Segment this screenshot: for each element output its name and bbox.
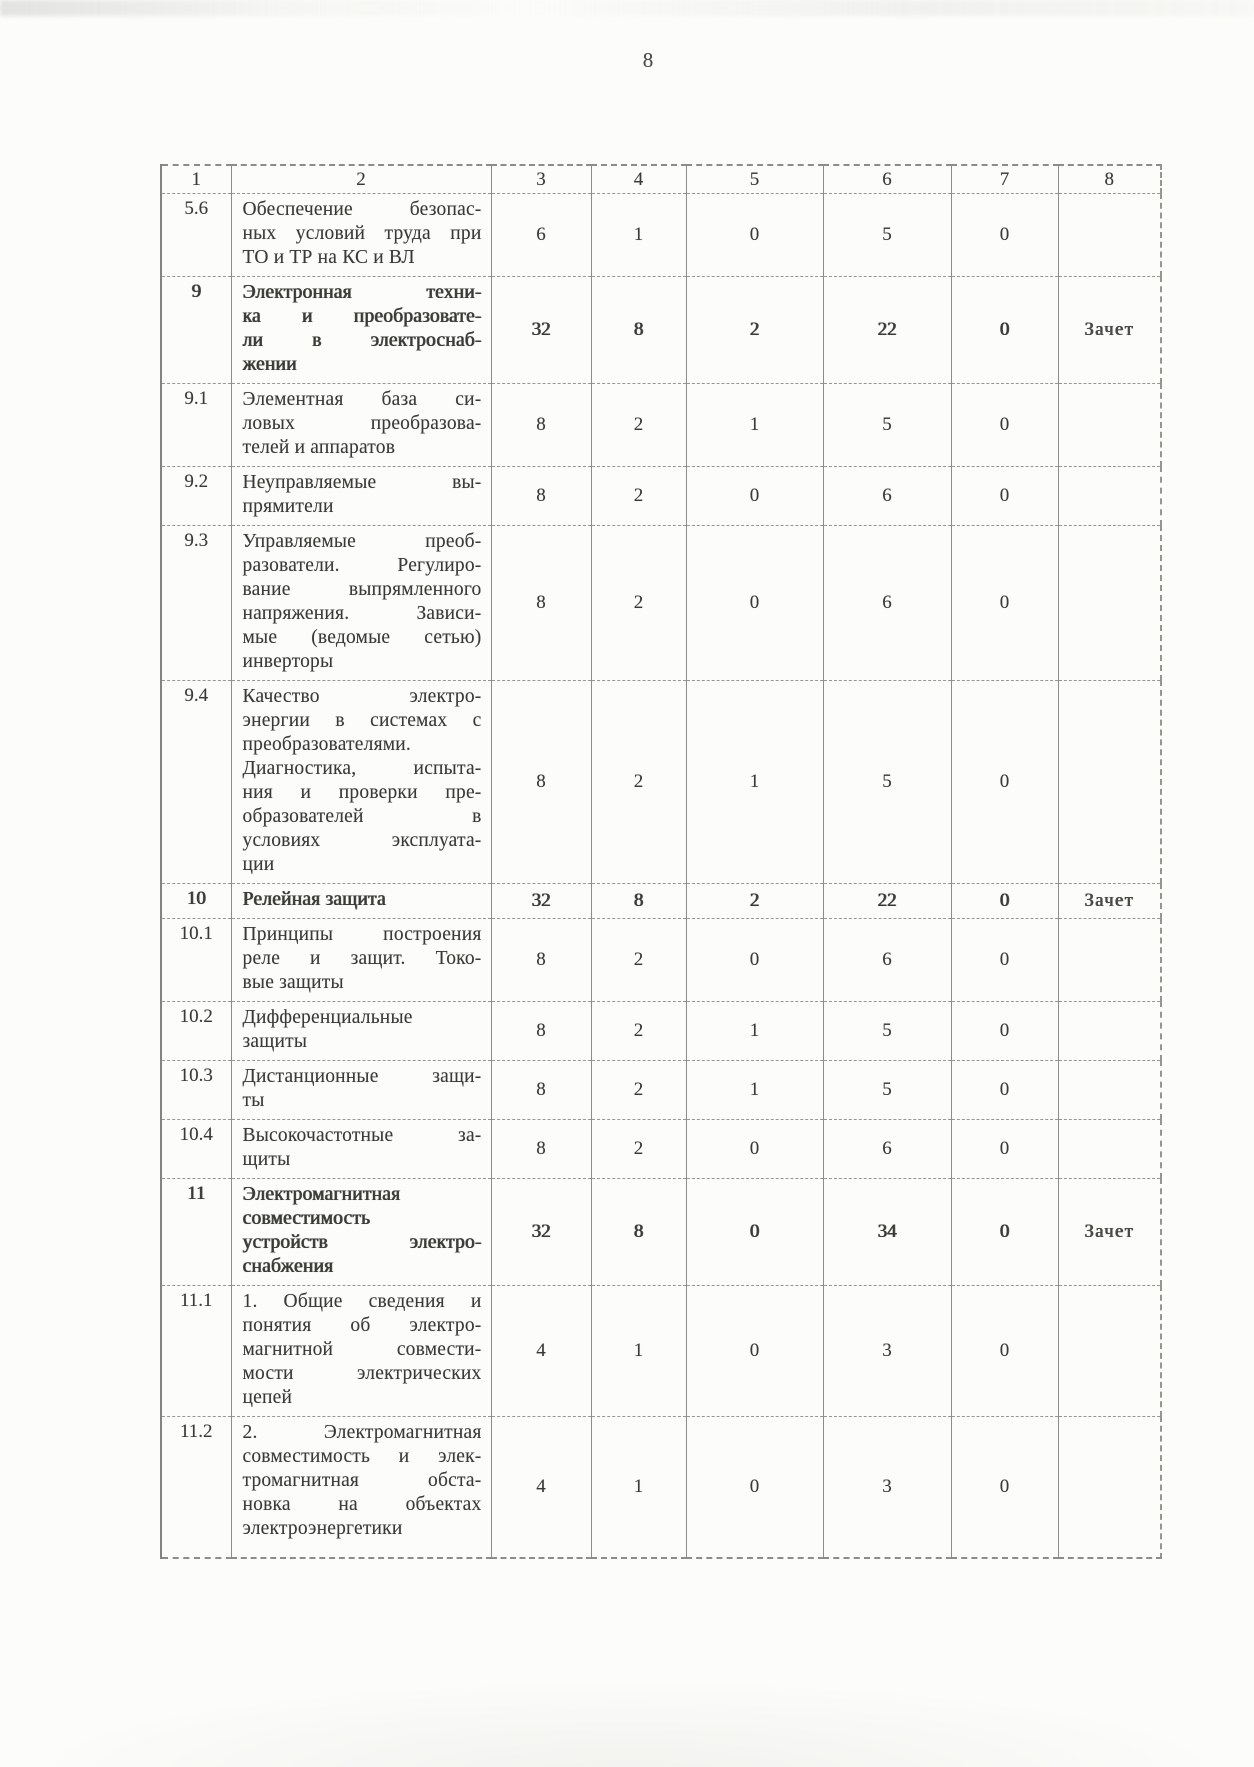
topic-cell (231, 277, 491, 384)
hours-cell: 2 (591, 384, 686, 467)
row-number-cell: 9 (161, 277, 231, 384)
table-row (161, 277, 1161, 384)
table-row (161, 1179, 1161, 1286)
table-header (161, 165, 1161, 194)
hours-cell: 0 (951, 526, 1058, 681)
hours-cell: 5 (823, 1061, 951, 1120)
table-header-row (161, 165, 1161, 194)
topic-line: Электромагнитная (242, 1184, 401, 1205)
hours-cell: 4 (491, 1417, 591, 1559)
topic-cell (231, 526, 491, 681)
hours-cell: 0 (686, 1179, 823, 1286)
hours-cell: 2 (591, 1061, 686, 1120)
hours-cell: 0 (686, 194, 823, 277)
topic-line: ции (242, 854, 275, 875)
hours-cell: 0 (951, 277, 1058, 384)
control-form-cell (1058, 194, 1161, 277)
table-row (161, 467, 1161, 526)
hours-cell: 6 (823, 1120, 951, 1179)
hours-cell: 6 (823, 919, 951, 1002)
table-row (161, 1286, 1161, 1417)
topic-line: Качество электро- (242, 686, 482, 707)
hours-cell: 32 (491, 1179, 591, 1286)
hours-cell: 1 (686, 681, 823, 884)
topic-line: ты (242, 1090, 265, 1111)
hours-cell: 0 (686, 526, 823, 681)
hours-cell: 2 (686, 884, 823, 919)
table-row (161, 1417, 1161, 1559)
row-number-cell: 9.1 (161, 384, 231, 467)
table-row (161, 1002, 1161, 1061)
column-header: 4 (591, 165, 686, 194)
hours-cell: 0 (951, 1179, 1058, 1286)
hours-cell: 0 (686, 1286, 823, 1417)
row-number-cell: 9.3 (161, 526, 231, 681)
table-row (161, 919, 1161, 1002)
hours-cell: 2 (686, 277, 823, 384)
curriculum-table (160, 164, 1162, 1559)
control-form-cell (1058, 681, 1161, 884)
page-number: 8 (642, 48, 654, 72)
hours-cell: 6 (823, 467, 951, 526)
topic-line: Дистанционные защи- (242, 1066, 482, 1087)
table-row (161, 1120, 1161, 1179)
hours-cell: 8 (491, 681, 591, 884)
hours-cell: 8 (491, 526, 591, 681)
hours-cell: 1 (686, 384, 823, 467)
topic-line: электроэнергетики (242, 1518, 403, 1539)
topic-cell (231, 1002, 491, 1061)
table-body (161, 194, 1161, 1559)
control-form-cell (1058, 526, 1161, 681)
hours-cell: 0 (951, 467, 1058, 526)
hours-cell: 0 (951, 681, 1058, 884)
hours-cell: 32 (491, 277, 591, 384)
column-header: 6 (823, 165, 951, 194)
topic-cell (231, 1417, 491, 1559)
hours-cell: 22 (823, 277, 951, 384)
hours-cell: 2 (591, 467, 686, 526)
row-number-cell: 10.4 (161, 1120, 231, 1179)
hours-cell: 8 (491, 1002, 591, 1061)
control-form-cell (1058, 467, 1161, 526)
hours-cell: 0 (951, 1002, 1058, 1061)
hours-cell: 2 (591, 526, 686, 681)
hours-cell: 34 (823, 1179, 951, 1286)
topic-line: совместимость (242, 1208, 371, 1229)
topic-line: понятия об электро- (242, 1315, 482, 1336)
row-number-cell: 10 (161, 884, 231, 919)
topic-line: Дифференциальные (242, 1007, 413, 1028)
topic-cell (231, 919, 491, 1002)
topic-cell (231, 467, 491, 526)
topic-line: разователи. Регулиро- (242, 555, 482, 576)
hours-cell: 0 (951, 1417, 1058, 1559)
topic-line: ТО и ТР на КС и ВЛ (242, 247, 415, 268)
column-header: 3 (491, 165, 591, 194)
hours-cell: 1 (686, 1002, 823, 1061)
hours-cell: 0 (951, 1286, 1058, 1417)
control-form-cell (1058, 1417, 1161, 1559)
column-header: 8 (1058, 165, 1161, 194)
hours-cell: 0 (951, 884, 1058, 919)
row-number-cell: 9.4 (161, 681, 231, 884)
topic-line: энергии в системах с (242, 710, 482, 731)
topic-line: ния и проверки пре- (242, 782, 482, 803)
column-header: 1 (161, 165, 231, 194)
topic-line: Диагностика, испыта- (242, 758, 482, 779)
topic-line: снабжения (242, 1256, 334, 1277)
topic-cell (231, 681, 491, 884)
hours-cell: 5 (823, 384, 951, 467)
hours-cell: 8 (491, 1120, 591, 1179)
topic-line: Управляемые преоб- (242, 531, 482, 552)
hours-cell: 5 (823, 681, 951, 884)
hours-cell: 8 (491, 467, 591, 526)
topic-line: совместимость и элек- (242, 1446, 482, 1467)
topic-line: ли в электроснаб- (242, 330, 482, 351)
hours-cell: 32 (491, 884, 591, 919)
row-number-cell: 5.6 (161, 194, 231, 277)
control-form-cell (1058, 1002, 1161, 1061)
hours-cell: 2 (591, 919, 686, 1002)
hours-cell: 8 (491, 919, 591, 1002)
hours-cell: 5 (823, 194, 951, 277)
topic-cell (231, 194, 491, 277)
hours-cell: 0 (951, 919, 1058, 1002)
topic-line: тромагнитная обста- (242, 1470, 482, 1491)
topic-line: щиты (242, 1149, 291, 1170)
topic-line: ка и преобразовате- (242, 306, 482, 327)
table-row (161, 194, 1161, 277)
topic-line: вые защиты (242, 972, 344, 993)
topic-line: Неуправляемые вы- (242, 472, 482, 493)
topic-line: телей и аппаратов (242, 437, 396, 458)
topic-cell (231, 1120, 491, 1179)
control-form-cell (1058, 1120, 1161, 1179)
hours-cell: 1 (591, 1286, 686, 1417)
topic-cell (231, 1061, 491, 1120)
row-number-cell: 10.2 (161, 1002, 231, 1061)
scan-artifact-top (0, 0, 1254, 16)
hours-cell: 5 (823, 1002, 951, 1061)
topic-line: преобразователями. (242, 734, 411, 755)
hours-cell: 0 (951, 194, 1058, 277)
control-form-cell (1058, 1286, 1161, 1417)
topic-line: Релейная защита (242, 889, 386, 910)
table-row (161, 681, 1161, 884)
topic-line: образователей в (242, 806, 482, 827)
topic-cell (231, 384, 491, 467)
table-row (161, 884, 1161, 919)
topic-line: инверторы (242, 651, 334, 672)
topic-line: вание выпрямленного (242, 579, 482, 600)
hours-cell: 0 (686, 467, 823, 526)
hours-cell: 8 (591, 277, 686, 384)
hours-cell: 2 (591, 681, 686, 884)
hours-cell: 8 (591, 884, 686, 919)
topic-line: новка на объектах (242, 1494, 482, 1515)
hours-cell: 1 (591, 1417, 686, 1559)
row-number-cell: 9.2 (161, 467, 231, 526)
column-header: 2 (231, 165, 491, 194)
hours-cell: 3 (823, 1286, 951, 1417)
hours-cell: 0 (686, 919, 823, 1002)
control-form-cell: Зачет (1058, 277, 1161, 384)
hours-cell: 0 (951, 1120, 1058, 1179)
hours-cell: 6 (823, 526, 951, 681)
row-number-cell: 11 (161, 1179, 231, 1286)
topic-line: Электронная техни- (242, 282, 482, 303)
row-number-cell: 11.2 (161, 1417, 231, 1559)
topic-line: цепей (242, 1387, 293, 1408)
topic-line: Обеспечение безопас- (242, 199, 482, 220)
column-header: 5 (686, 165, 823, 194)
hours-cell: 0 (686, 1120, 823, 1179)
row-number-cell: 10.3 (161, 1061, 231, 1120)
hours-cell: 0 (951, 1061, 1058, 1120)
table-row (161, 1061, 1161, 1120)
topic-cell (231, 1179, 491, 1286)
topic-line: мости электрических (242, 1363, 482, 1384)
column-header: 7 (951, 165, 1058, 194)
hours-cell: 3 (823, 1417, 951, 1559)
hours-cell: 1 (686, 1061, 823, 1120)
topic-line: ных условий труда при (242, 223, 482, 244)
hours-cell: 0 (686, 1417, 823, 1559)
row-number-cell: 11.1 (161, 1286, 231, 1417)
control-form-cell: Зачет (1058, 1179, 1161, 1286)
topic-line: прямители (242, 496, 334, 517)
hours-cell: 8 (491, 384, 591, 467)
hours-cell: 8 (491, 1061, 591, 1120)
topic-cell (231, 884, 491, 919)
topic-line: реле и защит. Токо- (242, 948, 482, 969)
topic-line: Элементная база си- (242, 389, 482, 410)
scan-artifact-bottom (0, 1677, 1254, 1767)
topic-line: магнитной совмести- (242, 1339, 482, 1360)
topic-line: мые (ведомые сетью) (242, 627, 482, 648)
topic-line: устройств электро- (242, 1232, 482, 1253)
topic-line: напряжения. Зависи- (242, 603, 482, 624)
hours-cell: 6 (491, 194, 591, 277)
topic-line: жении (242, 354, 297, 375)
hours-cell: 2 (591, 1120, 686, 1179)
control-form-cell: Зачет (1058, 884, 1161, 919)
topic-line: 1. Общие сведения и (242, 1291, 482, 1312)
hours-cell: 1 (591, 194, 686, 277)
hours-cell: 8 (591, 1179, 686, 1286)
table-row (161, 526, 1161, 681)
topic-line: Высокочастотные за- (242, 1125, 482, 1146)
topic-line: 2. Электромагнитная (242, 1422, 482, 1443)
control-form-cell (1058, 1061, 1161, 1120)
topic-line: условиях эксплуата- (242, 830, 482, 851)
row-number-cell: 10.1 (161, 919, 231, 1002)
table-row (161, 384, 1161, 467)
topic-line: защиты (242, 1031, 308, 1052)
control-form-cell (1058, 919, 1161, 1002)
hours-cell: 22 (823, 884, 951, 919)
topic-line: ловых преобразова- (242, 413, 482, 434)
hours-cell: 0 (951, 384, 1058, 467)
topic-cell (231, 1286, 491, 1417)
topic-line: Принципы построения (242, 924, 482, 945)
hours-cell: 2 (591, 1002, 686, 1061)
control-form-cell (1058, 384, 1161, 467)
hours-cell: 4 (491, 1286, 591, 1417)
